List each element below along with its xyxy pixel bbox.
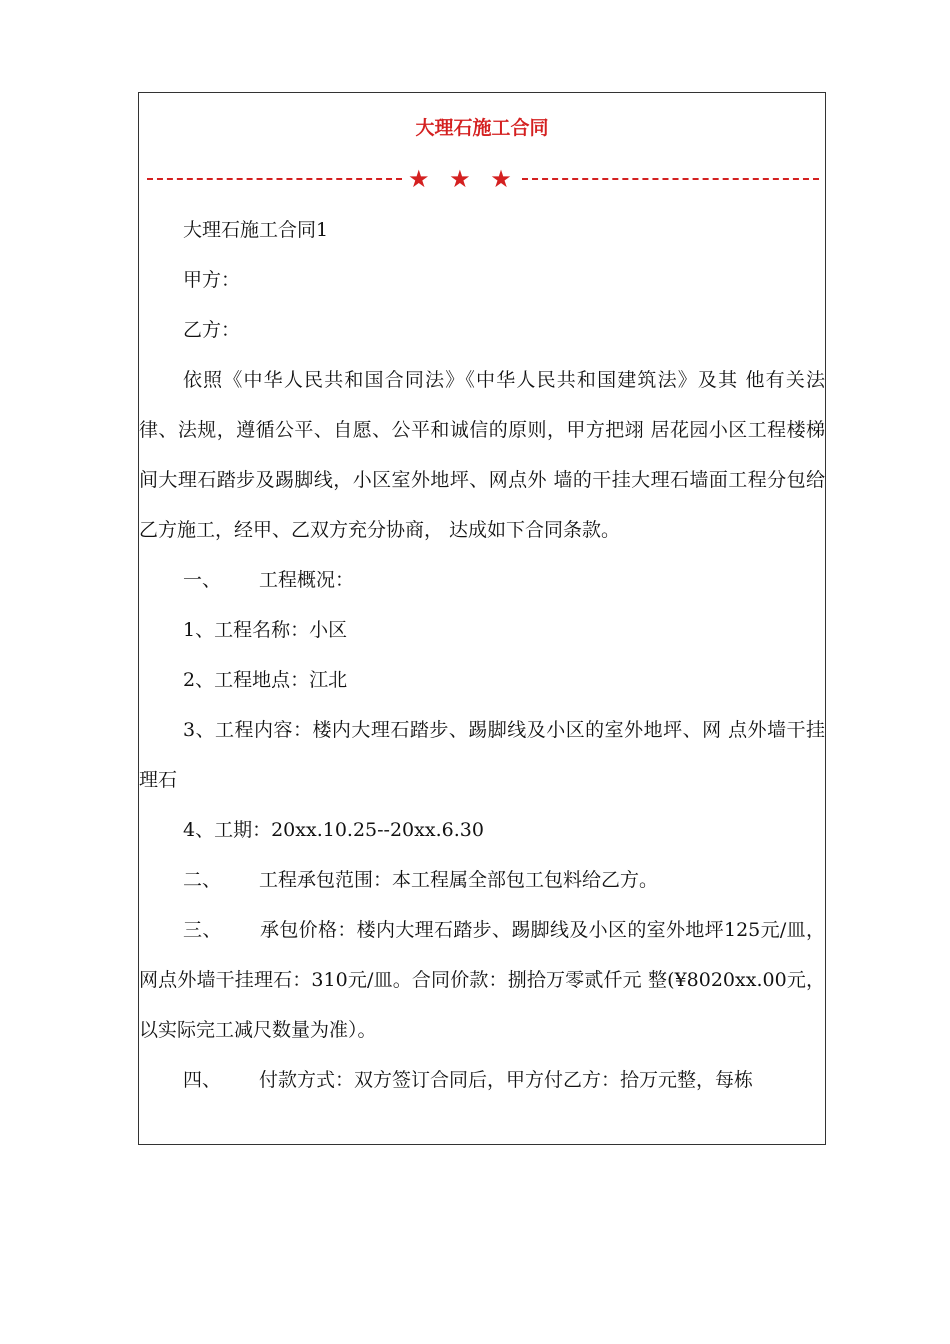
star-icons: ★ ★ ★ [408, 165, 518, 193]
section-3-text: 承包价格：楼内大理石踏步、踢脚线及小区的室外地坪125元/皿，网点外墙干挂理石：310元/皿。合同价款：捌拾万零贰仟元 整(¥8020xx.00元，以实际完工减尺数量为准）。 [139, 919, 825, 1041]
item-project-period: 4、工期：20xx.10.25--20xx.6.30 [183, 819, 484, 841]
section-4-text: 付款方式：双方签订合同后，甲方付乙方：拾万元整，每栋 [259, 1069, 754, 1091]
document-title: 大理石施工合同 [415, 117, 549, 139]
section-1-heading [139, 555, 826, 605]
section-1-title: 工程概况： [259, 569, 355, 591]
title-divider [147, 165, 819, 193]
document-body [139, 205, 826, 1105]
divider-dash-left [147, 178, 402, 180]
divider-dash-right [522, 178, 819, 180]
party-b-label: 乙方： [183, 319, 241, 341]
section-2-text: 工程承包范围：本工程属全部包工包料给乙方。 [259, 869, 659, 891]
section-4-number: 四、 [183, 1069, 222, 1091]
document-frame [138, 92, 826, 1145]
section-2 [139, 855, 826, 905]
item-project-location: 2、工程地点：江北 [183, 669, 348, 691]
intro-paragraph: 依照《中华人民共和国合同法》《中华人民共和国建筑法》及其 他有关法律、法规，遵循公平、自愿、公平和诚信的原则，甲方把翊 居花园小区工程楼梯间大理石踏步及踢脚线，小区室外地坪、网点外 墙的干挂大理石墙面工程分包给乙方施工，经甲、乙双方充分协商， 达成如下合同条款。 [139, 369, 825, 541]
section-2-number: 二、 [183, 869, 222, 891]
section-3-number: 三、 [183, 919, 222, 941]
item-project-content: 3、工程内容：楼内大理石踏步、踢脚线及小区的室外地坪、网 点外墙干挂理石 [139, 719, 825, 791]
section-4 [139, 1055, 826, 1105]
section-3 [139, 905, 826, 1055]
section-1-number: 一、 [183, 569, 222, 591]
item-project-name: 1、工程名称：小区 [183, 619, 348, 641]
party-a-label: 甲方： [183, 269, 241, 291]
contract-heading: 大理石施工合同1 [183, 219, 329, 241]
